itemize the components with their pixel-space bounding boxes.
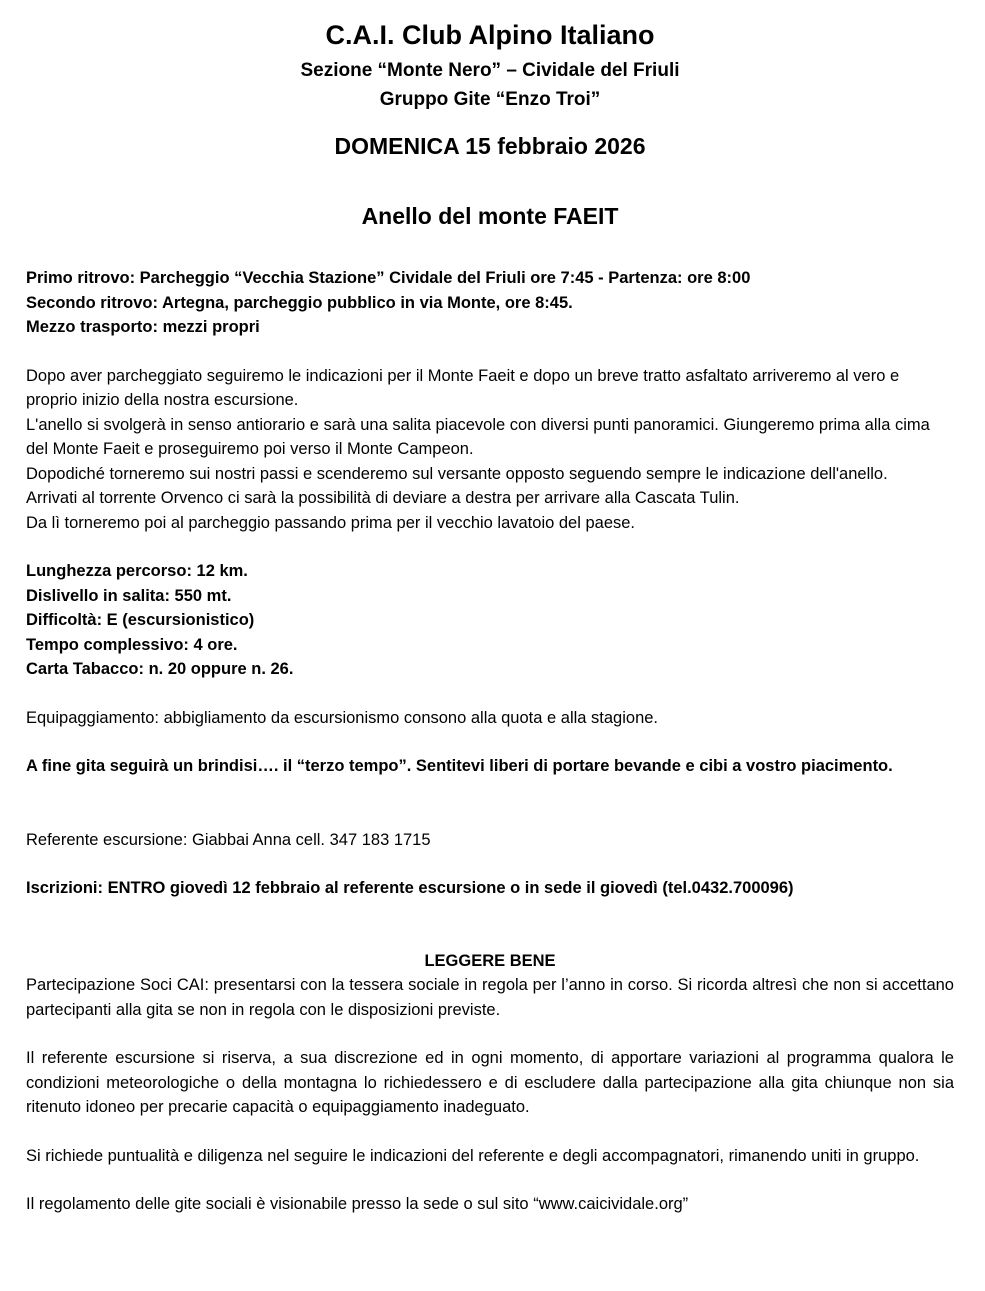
notice-paragraph: Partecipazione Soci CAI: presentarsi con la tessera sociale in regola per l’anno in corso. Si ricorda altresì che non si accettano partecipanti alla gita se non in regola con le disposizioni previste.	[26, 976, 954, 1019]
registration: Iscrizioni: ENTRO giovedì 12 febbraio al referente escursione o in sede il giovedì (tel.0432.700096)	[26, 879, 794, 897]
meeting-point-1: Primo ritrovo: Parcheggio “Vecchia Stazione” Cividale del Friuli ore 7:45 - Partenza: ore 8:00	[26, 269, 751, 287]
header	[26, 14, 954, 232]
event-date: DOMENICA 15 febbraio 2026	[334, 133, 646, 159]
logistics-block	[26, 266, 954, 340]
org-title: C.A.I. Club Alpino Italiano	[325, 20, 655, 50]
notice-paragraph: Si richiede puntualità e diligenza nel seguire le indicazioni del referente e degli accompagnatori, rimanendo uniti in gruppo.	[26, 1146, 920, 1165]
description-block	[26, 364, 954, 536]
details-block	[26, 559, 954, 682]
description-line: Dopo aver parcheggiato seguiremo le indicazioni per il Monte Faeit e dopo un breve tratto asfaltato arriveremo al vero e proprio inizio della nostra escursione.	[26, 366, 900, 409]
regulation-note: Il regolamento delle gite sociali è visionabile presso la sede o sul sito “www.caicividale.org”	[26, 1195, 689, 1213]
description-line: Da lì torneremo poi al parcheggio passando prima per il vecchio lavatoio del paese.	[26, 513, 636, 532]
route-length: Lunghezza percorso: 12 km.	[26, 562, 248, 580]
equipment: Equipaggiamento: abbigliamento da escursionismo consono alla quota e alla stagione.	[26, 708, 659, 727]
transport: Mezzo trasporto: mezzi propri	[26, 318, 260, 336]
notice-paragraph: Il referente escursione si riserva, a sua discrezione ed in ogni momento, di apportare variazioni al programma qualora le condizioni meteorologiche o della montagna lo richiedessero e di escludere dalla partecipazione alla gita chiunque non sia ritenuto idoneo per precarie capacità o equipaggiamento inadeguato.	[26, 1049, 954, 1116]
group-subtitle: Gruppo Gite “Enzo Troi”	[379, 89, 601, 110]
notice-heading: LEGGERE BENE	[424, 951, 556, 970]
meeting-point-2: Secondo ritrovo: Artegna, parcheggio pubblico in via Monte, ore 8:45.	[26, 293, 573, 312]
toast-note: A fine gita seguirà un brindisi…. il “terzo tempo”. Sentitevi liberi di portare bevande e cibi a vostro piacimento.	[26, 757, 893, 775]
section-subtitle: Sezione “Monte Nero” – Cividale del Friuli	[300, 60, 680, 81]
description-line: Dopodiché torneremo sui nostri passi e scenderemo sul versante opposto seguendo sempre le indicazione dell'anello.	[26, 464, 888, 483]
event-title: Anello del monte FAEIT	[361, 203, 619, 229]
map-reference: Carta Tabacco: n. 20 oppure n. 26.	[26, 660, 294, 678]
referent: Referente escursione: Giabbai Anna cell. 347 183 1715	[26, 830, 431, 849]
elevation-gain: Dislivello in salita: 550 mt.	[26, 586, 232, 605]
description-line: L'anello si svolgerà in senso antiorario e sarà una salita piacevole con diversi punti panoramici. Giungeremo prima alla cima del Monte Faeit e proseguiremo poi verso il Monte Campeon.	[26, 415, 930, 458]
total-time: Tempo complessivo: 4 ore.	[26, 635, 238, 654]
description-line: Arrivati al torrente Orvenco ci sarà la possibilità di deviare a destra per arrivare alla Cascata Tulin.	[26, 489, 740, 507]
document-page	[26, 14, 954, 1217]
difficulty: Difficoltà: E (escursionistico)	[26, 611, 255, 629]
